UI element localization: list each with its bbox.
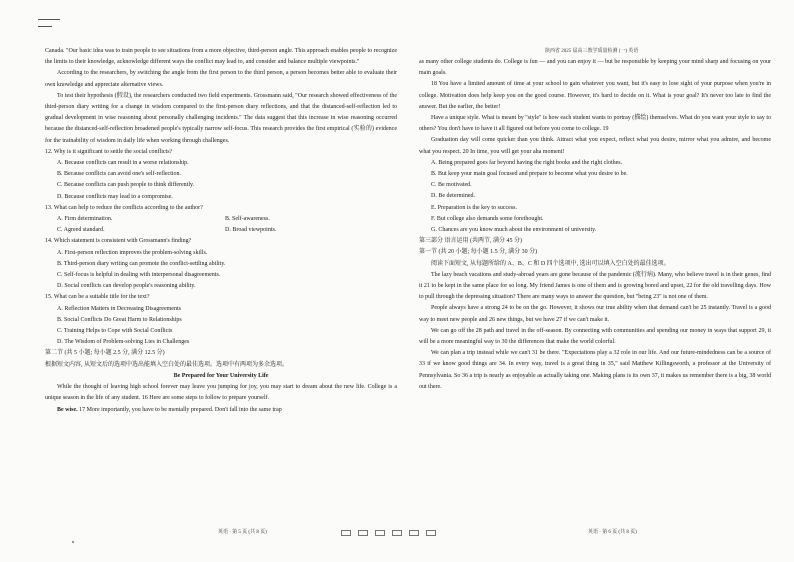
- option: G. Chances are you know much about the environment of university.: [431, 227, 597, 234]
- option: C. Self-focus is helpful in dealing with interpersonal disagreements.: [57, 272, 221, 279]
- part-heading: 第三部分 语言运用 (共两节, 满分 45 分): [419, 238, 522, 245]
- passage-paragraph: The lazy beach vacations and study-abroad years are gone because of the pandemic (流行病). Many, who believe travel is in their genes, find it 21 to be kept in the same place for so long. My friend James is one of them and is growing bored and upset, 22 for the old travelling days. How to pull through the depressing situation? There are many ways to answer the question, but "being 23" is not one of them.: [419, 271, 771, 301]
- option: D. Because conflicts may lead to a compromise.: [57, 193, 173, 200]
- option: C. Agreed standard.: [57, 227, 105, 234]
- section-heading: 第一节 (共 20 小题; 每小题 1.5 分, 满分 30 分): [419, 249, 538, 256]
- option: B. But keep your main goal focused and prepare to become what you desire to be.: [431, 171, 628, 178]
- option: C. Training Helps to Cope with Social Conflicts: [57, 328, 173, 335]
- binding-mark: [358, 530, 368, 536]
- scan-mark: [38, 19, 60, 20]
- passage-paragraph: [45, 405, 397, 416]
- option: A. Being prepared goes far beyond having the right books and the right clothes.: [431, 159, 623, 166]
- option: A. Reflection Matters in Decreasing Disagreements: [57, 305, 181, 312]
- binding-mark: [409, 530, 419, 536]
- question-14: 14. Which statement is consistent with Grossmann's finding?: [45, 238, 192, 245]
- option: C. Be motivated.: [431, 182, 472, 189]
- option: F. But college also demands some forethought.: [431, 215, 544, 222]
- passage-paragraph: as many other college students do. College is fun — and you can enjoy it — but be responsible by keeping your mind sharp and focusing on your main goals.: [419, 59, 771, 77]
- option: C. Because conflicts can push people to think differently.: [57, 182, 195, 189]
- option: E. Preparation is the key to success.: [431, 204, 517, 211]
- section-heading: 第二节 (共 5 小题; 每小题 2.5 分, 满分 12.5 分): [45, 350, 165, 357]
- passage-paragraph: Canada. "Our basic idea was to train people to see situations from a more objective, third-person angle. This approach enables people to recognize the limits to their knowledge, acknowledge different ways the conflict may lead to, and consider and balance multiple viewpoints.": [45, 48, 397, 66]
- option: D. Broad viewpoints.: [225, 227, 277, 234]
- option: D. The Wisdom of Problem-solving Lies in Challenges: [57, 339, 190, 346]
- passage-paragraph: According to the researchers, by switching the angle from the first person to the third person, a person becomes better able to evaluate their own knowledge and appreciate alternative views.: [45, 70, 397, 88]
- passage-paragraph: While the thought of leaving high school forever may leave you jumping for joy, you may start to dream about the new life. College is a unique season in the life of any student. 16 Here are some steps to follow to prepare yourself.: [45, 384, 397, 402]
- left-column: [45, 46, 397, 416]
- passage-paragraph: To test their hypothesis (假设), the researchers conducted two field experiments. Grossmann said, "Our research showed effectiveness of the third-person diary writing for a change in wisdom compared to the first-person diary reflections, and that the distanced-self-reflection led to gradual development in wise reasoning about personally challenging incidents." The data suggest that this increase in wise reasoning occurred because the distanced-self-reflection broadened people's typically narrow self-focus. This research provides the first empirical (实验的) evidence for the trainability of wisdom in daily life when working through challenges.: [45, 92, 397, 144]
- passage-paragraph: Graduation day will come quicker than you think. Attract what you expect, reflect what you desire, mirror what you admire, and become what you respect. 20 In time, you will get your aha moment!: [419, 137, 771, 155]
- option: A. Firm determination.: [57, 216, 113, 223]
- binding-mark: [392, 530, 402, 536]
- page-footer: 英语 · 第 6 页 (共 8 页): [588, 530, 637, 535]
- option: B. Because conflicts can avoid one's self-reflection.: [57, 171, 182, 178]
- passage-paragraph: 18 You have a limited amount of time at your school to gain whatever you want, but it's easy to lose sight of your purpose when you're in college. Motivation does help keep you on the good course. However, it's hard to decide on it. What is your goal? It's never too late to find the answer. But the earlier, the better!: [419, 81, 771, 110]
- option: D. Social conflicts can develop people's reasoning ability.: [57, 283, 196, 290]
- passage-paragraph: People always have a strong 24 to be on the go. However, it shows our true ability when that demand can't be 25 instantly. Travel is a good way to meet new people and 26 new things, but we have 27 if we can't make it.: [419, 305, 771, 323]
- passage-paragraph: We can plan a trip instead while we can't 31 be there. "Expectations play a 32 role in our life. And our future-mindedness can be a source of 33 if we know good things are 34. In every way, travel is a great thing in 35," said Matthew Killingsworth, a professor at the University of Pennsylvania. So 36 a trip is nearly as enjoyable as actually taking one. Making plans is its own 37, it makes us remember there is a big, 38 world out there.: [419, 350, 771, 390]
- passage-paragraph: We can go off the 28 path and travel in the off-season. By connecting with communities and spending our money in ways that support 29, it will be a more meaningful way to 30 the differences that make the world colorful.: [419, 327, 771, 346]
- binding-mark: [375, 530, 385, 536]
- binding-mark: [426, 530, 436, 536]
- option: B. Third-person diary writing can promote the conflict-settling ability.: [57, 260, 226, 267]
- option: A. Because conflicts can result in a worse relationship.: [57, 160, 189, 167]
- page-footer: 英语 · 第 5 页 (共 8 页): [218, 530, 267, 535]
- option-row: [45, 214, 397, 225]
- right-column: [419, 57, 771, 393]
- page-header: 陕西省 2025 届高三教学质量检测 (一) 英语: [545, 49, 639, 54]
- section-instructions: 阅读下面短文, 从每题所给的 A、B、C 和 D 四个选项中, 选出可以填入空白处的最佳选项。: [431, 260, 670, 267]
- section-instructions: 根据短文内容, 从短文后的选项中选出能填入空白处的最佳选项。选项中有两项为多余选项。: [45, 361, 289, 368]
- subheading: Be wise.: [57, 406, 78, 413]
- question-13: 13. What can help to reduce the conflicts according to the author?: [45, 204, 203, 211]
- scan-speck: [72, 541, 74, 543]
- binding-mark: [341, 530, 351, 536]
- option: B. Social Conflicts Do Great Harm to Relationships: [57, 316, 182, 323]
- passage-title: Be Prepared for Your University Life: [173, 372, 269, 379]
- option: B. Self-awareness.: [225, 216, 270, 223]
- option: A. First-person reflection improves the problem-solving skills.: [57, 249, 208, 256]
- question-12: 12. Why is it significant to settle the social conflicts?: [45, 148, 173, 155]
- option-row: [45, 225, 397, 236]
- binding-marks: [341, 530, 436, 536]
- passage-paragraph: Have a unique style. What is meant by "style" is how each student wants to portray (描绘) themselves. What do you want your style to say to others? You don't have to have it all figured out before you come to college. 19: [419, 115, 771, 133]
- option: D. Be determined.: [431, 193, 475, 200]
- paragraph-text: 17 More importantly, you have to be mentally prepared. Don't fall into the same trap: [77, 406, 282, 413]
- question-15: 15. What can be a suitable title for the text?: [45, 294, 150, 301]
- scan-mark: [38, 26, 52, 27]
